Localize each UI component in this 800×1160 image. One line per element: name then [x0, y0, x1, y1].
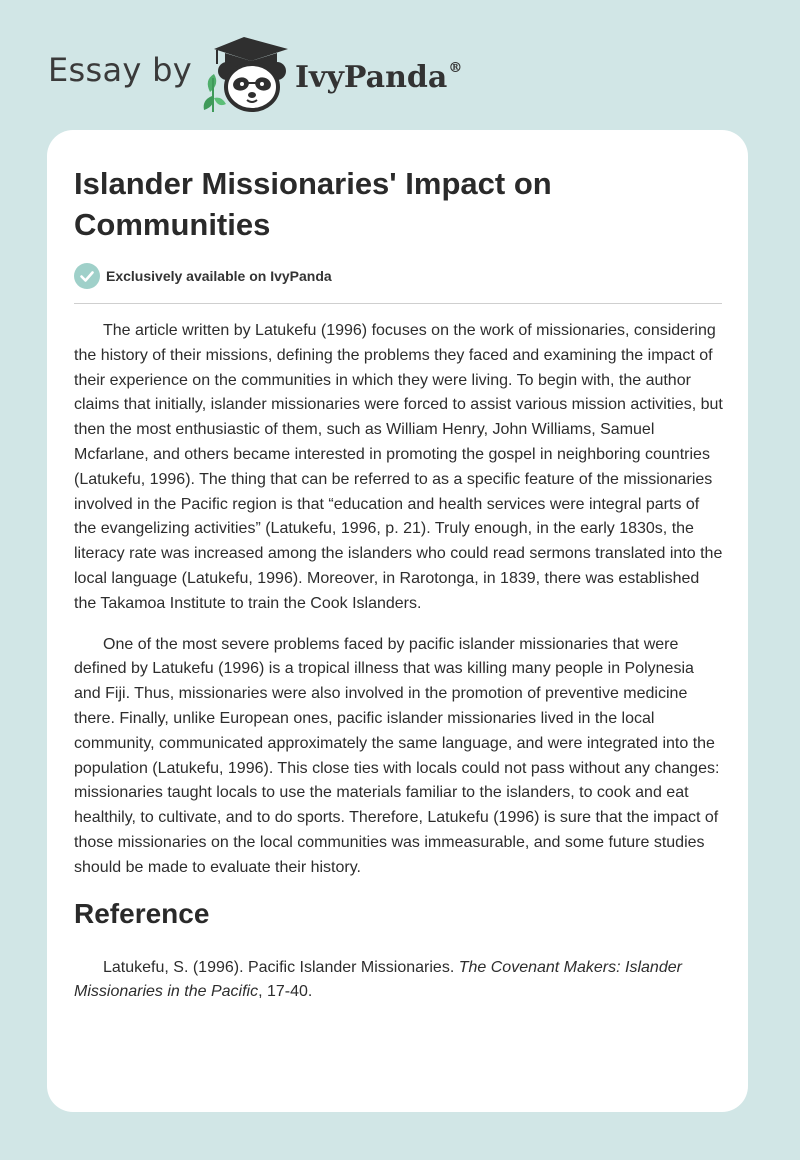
- registered-mark: ®: [448, 60, 463, 76]
- panda-graduate-logo-icon[interactable]: [200, 34, 292, 114]
- reference-pages: , 17-40.: [258, 983, 313, 1001]
- essay-card: [47, 130, 748, 1112]
- check-circle-icon: [74, 263, 100, 289]
- brand-name-text: IvyPanda: [295, 60, 448, 95]
- exclusive-badge: [74, 262, 332, 290]
- essay-by-label: Essay by: [48, 51, 192, 89]
- body-paragraph: The article written by Latukefu (1996) focuses on the work of missionaries, considering the history of their missions, defining the problems they faced and examining the impact of their experience on the communities in which they were living. To begin with, the author claims that initially, islander missionaries were forced to assist various mission activities, but then the most enthusiastic of them, such as William Henry, John Williams, Samuel Mcfarlane, and others became interested in promoting the gospel in neighboring countries (Latukefu, 1996). The thing that can be referred to as a specific feature of the missionaries involved in the Pacific region is that “education and health services were integral parts of the evangelizing activities” (Latukefu, 1996, p. 21). Truly enough, in the early 1830s, the literacy rate was increased among the islanders who could read sermons translated into the local language (Latukefu, 1996). Moreover, in Rarotonga, in 1839, there was established the Takamoa Institute to train the Cook Islanders.: [74, 322, 723, 612]
- reference-entry: [74, 956, 723, 1006]
- reference-lead: Latukefu, S. (1996). Pacific Islander Missionaries.: [103, 958, 459, 976]
- site-header: [0, 0, 800, 130]
- title-divider: [74, 303, 722, 304]
- exclusive-badge-text: Exclusively available on IvyPanda: [106, 268, 332, 284]
- reference-heading: Reference: [74, 897, 210, 929]
- essay-body: [74, 319, 723, 1005]
- ivypanda-brand[interactable]: [295, 52, 462, 98]
- body-paragraph: One of the most severe problems faced by pacific islander missionaries that were defined by Latukefu (1996) is a tropical illness that was killing many people in Polynesia and Fiji. Thus, missionaries were also involved in the promotion of preventive medicine there. Finally, unlike European ones, pacific islander missionaries lived in the local community, communicated approximately the same language, and were integrated into the population (Latukefu, 1996). This close ties with locals could not pass without any changes: missionaries taught locals to use the materials familiar to the islanders, to cook and eat healthily, to cultivate, and to do sports. Therefore, Latukefu (1996) is sure that the impact of those missionaries on the local communities was immeasurable, and some future studies should be made to evaluate their history.: [74, 635, 720, 876]
- essay-title: Islander Missionaries' Impact on Communities: [74, 166, 552, 242]
- reference-source: The Covenant Makers: Islander Missionaries in the Pacific: [74, 958, 682, 1001]
